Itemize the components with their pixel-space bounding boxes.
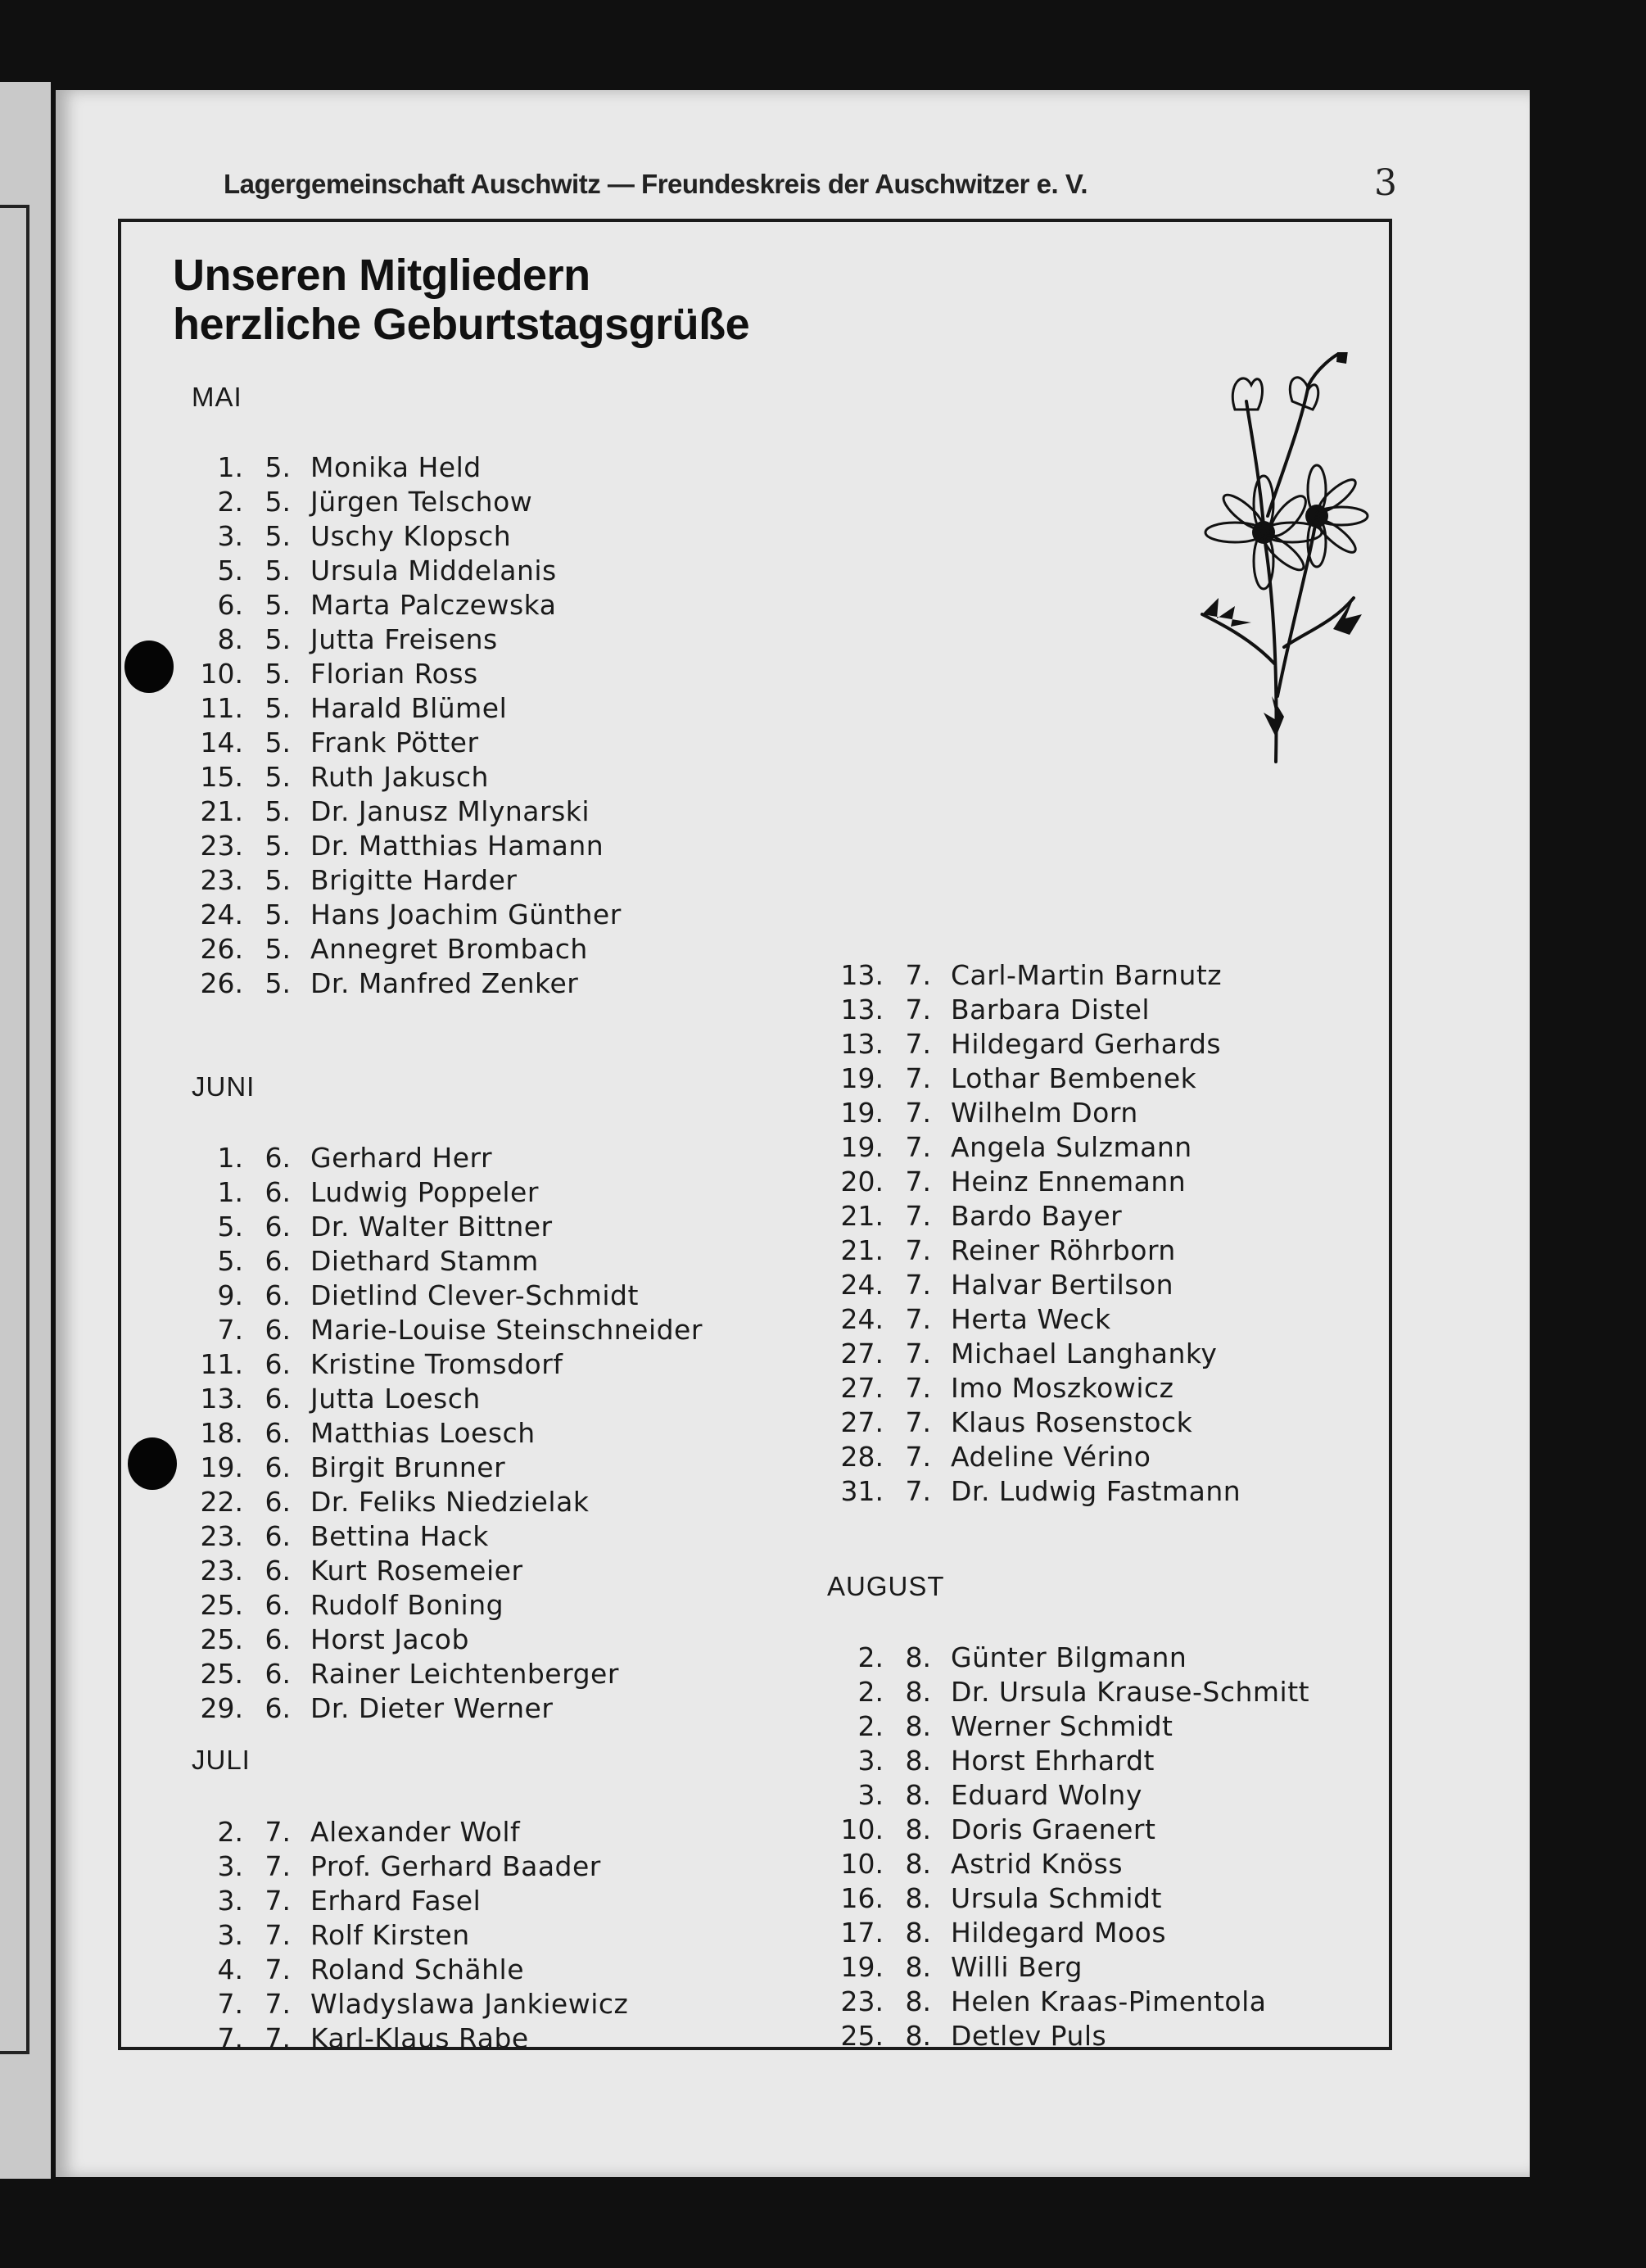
entry-month: 5. (265, 899, 291, 930)
birthday-entry (199, 1554, 703, 1588)
birthday-entry (839, 1440, 1241, 1474)
entry-day: 1. (217, 451, 243, 483)
birthday-entry (199, 554, 622, 588)
entry-name: Detlev Puls (951, 2020, 1107, 2052)
entry-month: 7. (265, 1885, 291, 1917)
entry-month: 6. (265, 1245, 291, 1277)
birthday-entry (199, 863, 622, 898)
birthday-list-juli-right (839, 958, 1241, 1509)
entry-month: 8. (905, 1951, 931, 1983)
entry-month: 7. (905, 1131, 931, 1163)
entry-day: 7. (217, 2022, 243, 2054)
birthday-entry (199, 1519, 703, 1554)
entry-month: 6. (265, 1486, 291, 1518)
punch-hole-upper (124, 641, 174, 693)
entry-name: Birgit Brunner (310, 1451, 506, 1483)
entry-day: 3. (217, 520, 243, 552)
entry-day: 24. (840, 1303, 884, 1335)
entry-day: 6. (217, 589, 243, 621)
title-line-2: herzliche Geburtstagsgrüße (173, 300, 750, 349)
entry-day: 9. (217, 1279, 243, 1311)
entry-name: Willi Berg (951, 1951, 1083, 1983)
entry-day: 2. (857, 1676, 884, 1708)
entry-day: 27. (840, 1406, 884, 1438)
entry-month: 6. (265, 1383, 291, 1415)
birthday-entry (199, 967, 622, 1001)
birthday-entry (199, 1987, 628, 2021)
birthday-entry (199, 1588, 703, 1623)
entry-month: 7. (905, 1441, 931, 1473)
entry-name: Dr. Ludwig Fastmann (951, 1475, 1241, 1507)
entry-day: 25. (200, 1623, 243, 1655)
birthday-entry (199, 760, 622, 794)
entry-month: 7. (905, 1303, 931, 1335)
entry-month: 8. (905, 1882, 931, 1914)
birthday-entry (839, 1778, 1309, 1813)
birthday-entry (839, 1847, 1309, 1881)
entry-month: 7. (265, 1988, 291, 2020)
entry-name: Günter Bilgmann (951, 1641, 1187, 1673)
birthday-entry (199, 829, 622, 863)
birthday-entry (839, 1199, 1241, 1234)
entry-day: 3. (217, 1850, 243, 1882)
entry-day: 13. (840, 1028, 884, 1060)
entry-month: 7. (905, 1062, 931, 1094)
entry-name: Matthias Loesch (310, 1417, 536, 1449)
entry-name: Frank Pötter (310, 727, 479, 758)
entry-name: Ludwig Poppeler (310, 1176, 539, 1208)
birthday-entry (839, 1641, 1309, 1675)
entry-day: 25. (200, 1589, 243, 1621)
entry-month: 6. (265, 1520, 291, 1552)
section-label-juli: JULI (192, 1745, 251, 1775)
entry-month: 8. (905, 2020, 931, 2052)
entry-day: 27. (840, 1338, 884, 1369)
entry-day: 4. (217, 1953, 243, 1985)
birthday-entry (839, 1337, 1241, 1371)
birthday-entry (839, 1130, 1241, 1165)
entry-name: Barbara Distel (951, 994, 1151, 1025)
entry-name: Astrid Knöss (951, 1848, 1124, 1880)
entry-name: Harald Blümel (310, 692, 508, 724)
entry-month: 6. (265, 1555, 291, 1587)
entry-day: 23. (840, 1985, 884, 2017)
entry-day: 24. (200, 899, 243, 930)
entry-day: 13. (840, 994, 884, 1025)
entry-day: 21. (200, 795, 243, 827)
entry-month: 5. (265, 830, 291, 862)
birthday-entry (199, 1141, 703, 1175)
entry-month: 6. (265, 1211, 291, 1243)
entry-day: 20. (840, 1166, 884, 1197)
entry-month: 5. (265, 520, 291, 552)
birthday-entry (839, 1881, 1309, 1916)
entry-month: 5. (265, 658, 291, 690)
entry-month: 8. (905, 1676, 931, 1708)
entry-month: 8. (905, 1848, 931, 1880)
entry-month: 7. (905, 1097, 931, 1129)
birthday-entry (199, 519, 622, 554)
entry-month: 5. (265, 933, 291, 965)
entry-name: Marta Palczewska (310, 589, 557, 621)
entry-name: Kurt Rosemeier (310, 1555, 523, 1587)
birthday-entry (199, 588, 622, 622)
entry-name: Dr. Manfred Zenker (310, 967, 579, 999)
entry-name: Rudolf Boning (310, 1589, 504, 1621)
birthday-list-juli-left (199, 1815, 628, 2056)
entry-name: Horst Jacob (310, 1623, 469, 1655)
entry-month: 5. (265, 486, 291, 518)
entry-name: Bettina Hack (310, 1520, 489, 1552)
entry-day: 13. (200, 1383, 243, 1415)
birthday-entry (199, 1382, 703, 1416)
entry-name: Dr. Feliks Niedzielak (310, 1486, 590, 1518)
entry-name: Heinz Ennemann (951, 1166, 1187, 1197)
birthday-entry (199, 657, 622, 691)
entry-month: 6. (265, 1658, 291, 1690)
entry-name: Jürgen Telschow (310, 486, 533, 518)
birthday-entry (839, 1916, 1309, 1950)
entry-month: 7. (905, 1475, 931, 1507)
entry-month: 8. (905, 1710, 931, 1742)
entry-month: 8. (905, 1917, 931, 1949)
flower-illustration-icon (1186, 352, 1382, 778)
entry-name: Hildegard Moos (951, 1917, 1167, 1949)
entry-day: 19. (840, 1131, 884, 1163)
entry-day: 10. (840, 1848, 884, 1880)
birthday-entry (199, 1953, 628, 1987)
entry-name: Herta Weck (951, 1303, 1111, 1335)
birthday-entry (199, 622, 622, 657)
birthday-entry (199, 1210, 703, 1244)
entry-month: 5. (265, 451, 291, 483)
entry-day: 19. (840, 1062, 884, 1094)
entry-month: 6. (265, 1589, 291, 1621)
entry-name: Alexander Wolf (310, 1816, 521, 1848)
adjacent-page-edge (0, 82, 51, 2179)
entry-name: Michael Langhanky (951, 1338, 1218, 1369)
birthday-entry (199, 1623, 703, 1657)
entry-name: Uschy Klopsch (310, 520, 512, 552)
entry-name: Horst Ehrhardt (951, 1745, 1155, 1777)
adjacent-page-frame (0, 205, 29, 2054)
entry-day: 13. (840, 959, 884, 991)
entry-day: 27. (840, 1372, 884, 1404)
document-page (56, 90, 1530, 2177)
entry-month: 7. (905, 1269, 931, 1301)
section-label-august: AUGUST (827, 1571, 945, 1601)
entry-name: Angela Sulzmann (951, 1131, 1192, 1163)
entry-name: Diethard Stamm (310, 1245, 539, 1277)
birthday-entry (839, 958, 1241, 993)
entry-day: 3. (217, 1919, 243, 1951)
birthday-entry (839, 1406, 1241, 1440)
birthday-entry (199, 1485, 703, 1519)
entry-day: 7. (217, 1314, 243, 1346)
entry-name: Brigitte Harder (310, 864, 518, 896)
birthday-entry (839, 1165, 1241, 1199)
entry-name: Dr. Janusz Mlynarski (310, 795, 590, 827)
entry-month: 6. (265, 1451, 291, 1483)
entry-name: Gerhard Herr (310, 1142, 493, 1174)
entry-name: Prof. Gerhard Baader (310, 1850, 601, 1882)
birthday-entry (199, 485, 622, 519)
birthday-entry (839, 1675, 1309, 1709)
entry-day: 5. (217, 1211, 243, 1243)
entry-month: 5. (265, 692, 291, 724)
entry-month: 7. (265, 2022, 291, 2054)
entry-day: 3. (857, 1745, 884, 1777)
birthday-entry (199, 1884, 628, 1918)
entry-day: 2. (217, 1816, 243, 1848)
entry-month: 7. (905, 994, 931, 1025)
entry-day: 25. (840, 2020, 884, 2052)
birthday-entry (199, 1815, 628, 1849)
birthday-entry (199, 691, 622, 726)
entry-day: 2. (217, 486, 243, 518)
entry-month: 5. (265, 967, 291, 999)
entry-day: 26. (200, 967, 243, 999)
entry-month: 6. (265, 1417, 291, 1449)
birthday-entry (199, 2021, 628, 2056)
entry-name: Marie-Louise Steinschneider (310, 1314, 703, 1346)
entry-day: 14. (200, 727, 243, 758)
birthday-list-mai (199, 450, 622, 1001)
entry-name: Hildegard Gerhards (951, 1028, 1222, 1060)
entry-name: Dr. Ursula Krause-Schmitt (951, 1676, 1310, 1708)
entry-day: 23. (200, 864, 243, 896)
entry-name: Wladyslawa Jankiewicz (310, 1988, 629, 2020)
entry-month: 5. (265, 864, 291, 896)
entry-name: Wilhelm Dorn (951, 1097, 1138, 1129)
birthday-entry (199, 1313, 703, 1347)
entry-day: 5. (217, 1245, 243, 1277)
birthday-list-juni (199, 1141, 703, 1726)
entry-month: 7. (905, 1338, 931, 1369)
entry-month: 7. (265, 1919, 291, 1951)
entry-day: 11. (200, 692, 243, 724)
birthday-entry (839, 1027, 1241, 1062)
birthday-entry (839, 1813, 1309, 1847)
entry-name: Jutta Freisens (310, 623, 498, 655)
entry-day: 31. (840, 1475, 884, 1507)
entry-month: 7. (265, 1816, 291, 1848)
birthday-entry (199, 898, 622, 932)
birthday-entry (839, 1234, 1241, 1268)
entry-name: Jutta Loesch (310, 1383, 481, 1415)
title-line-1: Unseren Mitgliedern (173, 251, 590, 300)
entry-day: 19. (840, 1097, 884, 1129)
birthday-entry (839, 993, 1241, 1027)
entry-month: 5. (265, 761, 291, 793)
birthday-entry (839, 1268, 1241, 1302)
entry-day: 5. (217, 555, 243, 586)
entry-name: Karl-Klaus Rabe (310, 2022, 529, 2054)
entry-month: 7. (905, 1200, 931, 1232)
entry-name: Roland Schähle (310, 1953, 524, 1985)
entry-month: 8. (905, 1745, 931, 1777)
entry-name: Annegret Brombach (310, 933, 588, 965)
entry-month: 6. (265, 1176, 291, 1208)
birthday-entry (839, 1985, 1309, 2019)
punch-hole-lower (128, 1437, 177, 1490)
entry-day: 23. (200, 1520, 243, 1552)
birthday-entry (839, 1062, 1241, 1096)
entry-month: 8. (905, 1813, 931, 1845)
entry-day: 18. (200, 1417, 243, 1449)
birthday-entry (839, 1096, 1241, 1130)
entry-name: Carl-Martin Barnutz (951, 959, 1223, 991)
entry-month: 8. (905, 1985, 931, 2017)
entry-day: 8. (217, 623, 243, 655)
birthday-entry (839, 1709, 1309, 1744)
entry-name: Rolf Kirsten (310, 1919, 470, 1951)
entry-month: 6. (265, 1314, 291, 1346)
entry-month: 6. (265, 1692, 291, 1724)
page-number: 3 (1374, 162, 1397, 204)
entry-name: Adeline Vérino (951, 1441, 1151, 1473)
entry-day: 19. (200, 1451, 243, 1483)
birthday-entry (199, 794, 622, 829)
entry-name: Bardo Bayer (951, 1200, 1123, 1232)
birthday-entry (199, 1918, 628, 1953)
entry-name: Ursula Schmidt (951, 1882, 1162, 1914)
entry-day: 7. (217, 1988, 243, 2020)
entry-month: 5. (265, 727, 291, 758)
entry-month: 7. (905, 959, 931, 991)
entry-day: 23. (200, 830, 243, 862)
entry-month: 7. (905, 1406, 931, 1438)
entry-day: 23. (200, 1555, 243, 1587)
entry-name: Eduard Wolny (951, 1779, 1142, 1811)
birthday-entry (839, 1474, 1241, 1509)
entry-day: 21. (840, 1234, 884, 1266)
birthday-entry (839, 1950, 1309, 1985)
entry-day: 16. (840, 1882, 884, 1914)
entry-day: 25. (200, 1658, 243, 1690)
entry-day: 26. (200, 933, 243, 965)
birthday-entry (199, 1657, 703, 1691)
entry-month: 7. (905, 1028, 931, 1060)
entry-day: 10. (840, 1813, 884, 1845)
entry-name: Klaus Rosenstock (951, 1406, 1193, 1438)
entry-name: Halvar Bertilson (951, 1269, 1174, 1301)
entry-month: 7. (905, 1166, 931, 1197)
birthday-entry (199, 932, 622, 967)
entry-name: Lothar Bembenek (951, 1062, 1197, 1094)
entry-month: 7. (265, 1850, 291, 1882)
page-header: Lagergemeinschaft Auschwitz — Freundeskreis der Auschwitzer e. V. (224, 169, 1088, 199)
entry-name: Erhard Fasel (310, 1885, 482, 1917)
entry-month: 7. (905, 1234, 931, 1266)
birthday-entry (199, 1244, 703, 1279)
entry-name: Dietlind Clever-Schmidt (310, 1279, 639, 1311)
birthday-list-august (839, 1641, 1309, 2053)
birthday-entry (199, 1849, 628, 1884)
entry-name: Ursula Middelanis (310, 555, 557, 586)
entry-day: 1. (217, 1176, 243, 1208)
birthday-entry (839, 2019, 1309, 2053)
entry-day: 21. (840, 1200, 884, 1232)
entry-month: 5. (265, 589, 291, 621)
birthday-entry (839, 1744, 1309, 1778)
entry-day: 2. (857, 1641, 884, 1673)
entry-month: 5. (265, 795, 291, 827)
entry-month: 6. (265, 1348, 291, 1380)
entry-day: 28. (840, 1441, 884, 1473)
birthday-entry (199, 1451, 703, 1485)
entry-name: Helen Kraas-Pimentola (951, 1985, 1267, 2017)
entry-month: 8. (905, 1641, 931, 1673)
entry-name: Ruth Jakusch (310, 761, 489, 793)
entry-name: Florian Ross (310, 658, 478, 690)
entry-day: 3. (857, 1779, 884, 1811)
entry-day: 29. (200, 1692, 243, 1724)
entry-month: 7. (905, 1372, 931, 1404)
entry-name: Doris Graenert (951, 1813, 1156, 1845)
birthday-entry (199, 1279, 703, 1313)
birthday-entry (199, 726, 622, 760)
entry-month: 5. (265, 623, 291, 655)
entry-day: 15. (200, 761, 243, 793)
entry-name: Rainer Leichtenberger (310, 1658, 619, 1690)
page-title (173, 251, 749, 349)
entry-name: Hans Joachim Günther (310, 899, 622, 930)
entry-name: Imo Moszkowicz (951, 1372, 1174, 1404)
birthday-entry (199, 1347, 703, 1382)
entry-name: Werner Schmidt (951, 1710, 1173, 1742)
entry-month: 6. (265, 1623, 291, 1655)
birthday-entry (199, 1691, 703, 1726)
entry-day: 22. (200, 1486, 243, 1518)
entry-name: Monika Held (310, 451, 482, 483)
entry-day: 2. (857, 1710, 884, 1742)
entry-day: 17. (840, 1917, 884, 1949)
entry-day: 24. (840, 1269, 884, 1301)
entry-month: 6. (265, 1279, 291, 1311)
entry-name: Dr. Matthias Hamann (310, 830, 604, 862)
birthday-entry (199, 1416, 703, 1451)
birthday-entry (839, 1371, 1241, 1406)
entry-day: 11. (200, 1348, 243, 1380)
entry-month: 6. (265, 1142, 291, 1174)
entry-month: 5. (265, 555, 291, 586)
entry-month: 7. (265, 1953, 291, 1985)
entry-day: 1. (217, 1142, 243, 1174)
entry-day: 19. (840, 1951, 884, 1983)
entry-name: Reiner Röhrborn (951, 1234, 1176, 1266)
entry-month: 8. (905, 1779, 931, 1811)
birthday-entry (839, 1302, 1241, 1337)
entry-name: Dr. Dieter Werner (310, 1692, 554, 1724)
section-label-mai: MAI (192, 382, 242, 412)
entry-day: 10. (200, 658, 243, 690)
birthday-entry (199, 1175, 703, 1210)
section-label-juni: JUNI (192, 1071, 255, 1102)
birthday-entry (199, 450, 622, 485)
entry-name: Dr. Walter Bittner (310, 1211, 553, 1243)
entry-name: Kristine Tromsdorf (310, 1348, 563, 1380)
entry-day: 3. (217, 1885, 243, 1917)
